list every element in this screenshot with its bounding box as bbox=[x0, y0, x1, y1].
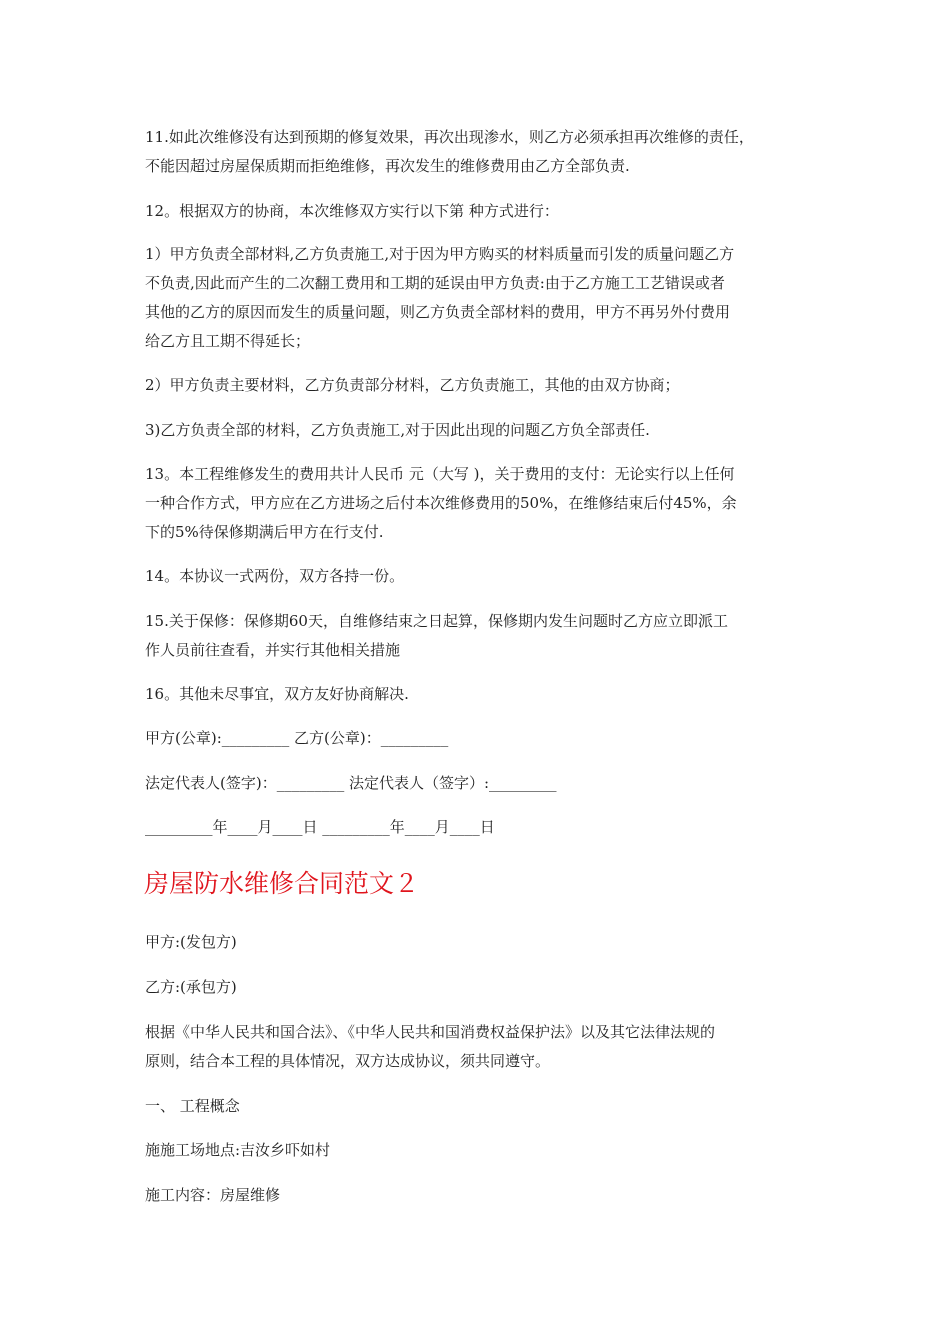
text-line: 给乙方且工期不得延长； bbox=[145, 332, 311, 350]
clause-11 bbox=[145, 123, 817, 181]
text-line: 根据《中华人民共和国合法》、《中华人民共和国消费权益保护法》以及其它法律法规的 bbox=[145, 1023, 716, 1041]
party-a-line: 甲方:(发包方) bbox=[145, 933, 237, 951]
representative-signature-line: 法定代表人(签字)：_________ 法定代表人（签字）:_________ bbox=[145, 774, 557, 792]
clause-15 bbox=[145, 607, 817, 665]
section-title: 房屋防水维修合同范文２ bbox=[144, 869, 420, 898]
legal-basis-paragraph bbox=[145, 1018, 817, 1076]
clause-12: 12。根据双方的协商，本次维修双方实行以下第 种方式进行： bbox=[145, 202, 559, 220]
option-2: 2）甲方负责主要材料，乙方负责部分材料，乙方负责施工，其他的由双方协商； bbox=[145, 376, 680, 394]
text-line: 不负责,因此而产生的二次翻工费用和工期的延误由甲方负责:由于乙方施工工艺错误或者 bbox=[145, 274, 725, 292]
text-line: 1）甲方负责全部材料,乙方负责施工,对于因为甲方购买的材料质量而引发的质量问题乙方 bbox=[145, 245, 735, 263]
seal-signature-line: 甲方(公章):_________ 乙方(公章)：_________ bbox=[145, 729, 449, 747]
text-line: 原则，结合本工程的具体情况，双方达成协议，须共同遵守。 bbox=[145, 1052, 551, 1070]
text-line: 不能因超过房屋保质期而拒绝维修，再次发生的维修费用由乙方全部负责. bbox=[145, 157, 630, 175]
text-line: 作人员前往查看，并实行其他相关措施 bbox=[145, 641, 401, 659]
clause-13 bbox=[145, 460, 817, 547]
date-line: _________年____月____日 _________年____月____日 bbox=[145, 818, 495, 836]
option-1 bbox=[145, 240, 817, 356]
text-line: 13。本工程维修发生的费用共计人民币 元（大写 )，关于费用的支付：无论实行以上任何 bbox=[145, 465, 735, 483]
text-line: 其他的乙方的原因而发生的质量问题，则乙方负责全部材料的费用，甲方不再另外付费用 bbox=[145, 303, 731, 321]
text-line: 15.关于保修：保修期60天，自维修结束之日起算，保修期内发生问题时乙方应立即派工 bbox=[145, 612, 728, 630]
party-b-line: 乙方:(承包方) bbox=[145, 978, 237, 996]
text-line: 一种合作方式，甲方应在乙方进场之后付本次维修费用的50%，在维修结束后付45%，余 bbox=[145, 494, 737, 512]
work-content-line: 施工内容：房屋维修 bbox=[145, 1186, 281, 1204]
text-line: 11.如此次维修没有达到预期的修复效果，再次出现渗水，则乙方必须承担再次维修的责任， bbox=[145, 128, 754, 146]
option-3: 3)乙方负责全部的材料，乙方负责施工,对于因此出现的问题乙方负全部责任. bbox=[145, 421, 650, 439]
clause-14: 14。本协议一式两份，双方各持一份。 bbox=[145, 567, 405, 585]
site-location-line: 施施工场地点:吉汝乡吓如村 bbox=[145, 1141, 331, 1159]
clause-16: 16。其他未尽事宜，双方友好协商解决. bbox=[145, 685, 409, 703]
chapter-heading: 一、 工程概念 bbox=[145, 1097, 240, 1115]
text-line: 下的5%待保修期满后甲方在行支付. bbox=[145, 523, 384, 541]
